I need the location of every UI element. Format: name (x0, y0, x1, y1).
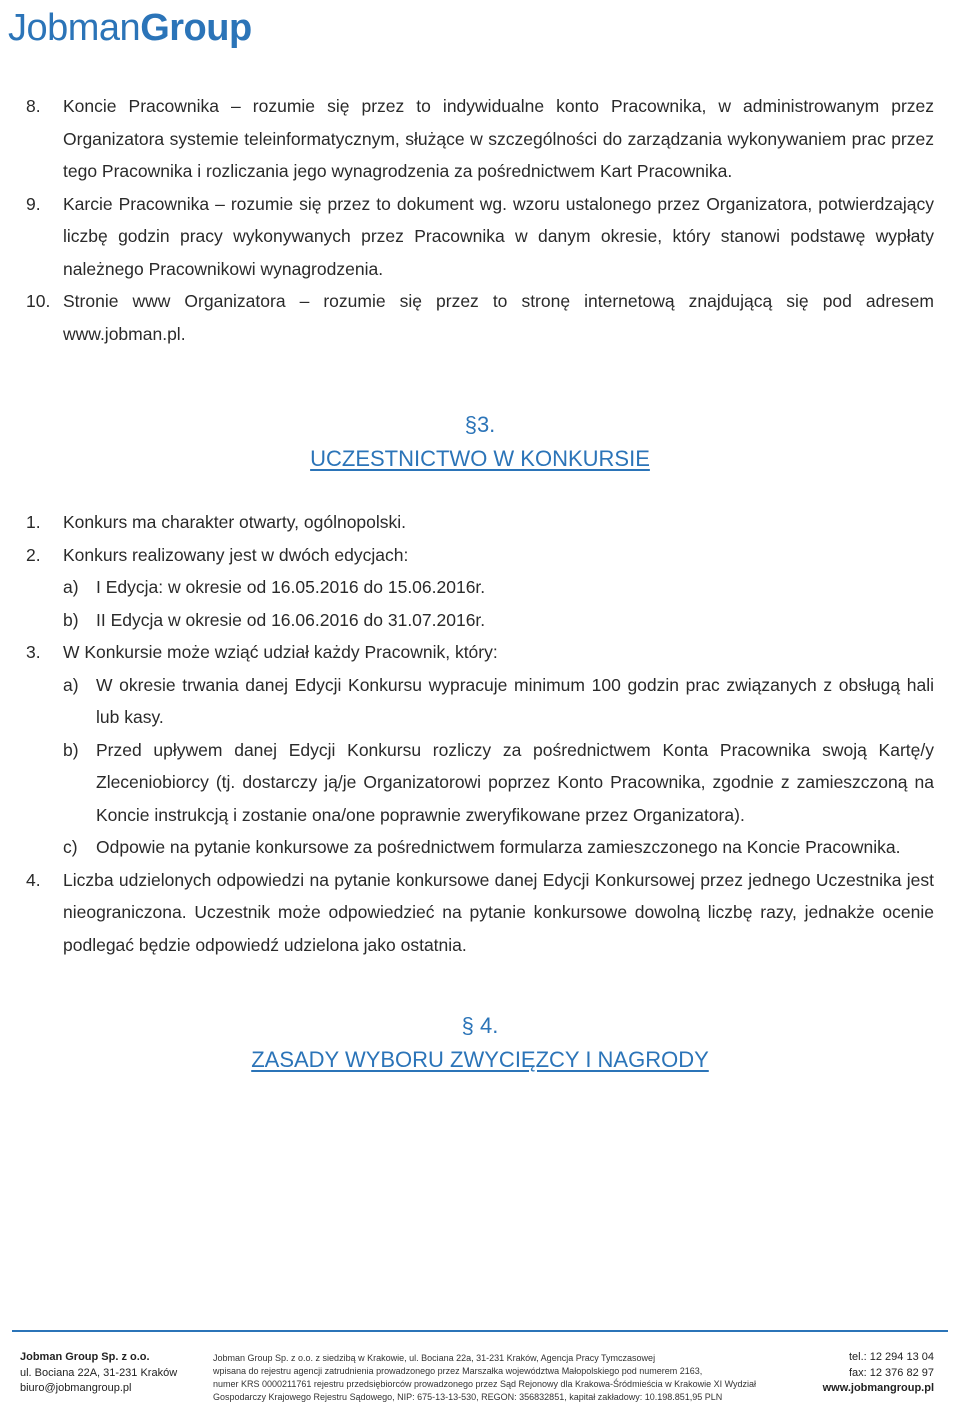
participation-item-3c (26, 831, 934, 864)
item-number: 10. (26, 291, 51, 311)
footer-website: www.jobmangroup.pl (822, 1382, 934, 1394)
footer-phone: tel.: 12 294 13 04 (848, 1351, 934, 1363)
definition-item-8 (26, 90, 934, 188)
item-text: Konkurs ma charakter otwarty, ogólnopolski. (63, 512, 407, 532)
participation-item-1 (26, 506, 934, 539)
item-text: Koncie Pracownika – rozumie się przez to indywidualne konto Pracownika, w administrowanym przez Organizatora systemie teleinformatycznym, służące w szczególności do zarządzania wykonywaniem prac przez tego Pracownika i rozliczania jego wynagrodzenia za pośrednictwem Kart Pracownika. (63, 96, 934, 181)
participation-item-3a (26, 669, 934, 734)
section-4-symbol: § 4. (461, 1013, 499, 1038)
item-text: W okresie trwania danej Edycji Konkursu wypracuje minimum 100 godzin prac związanych z obsługą hali lub kasy. (96, 674, 934, 727)
footer-contact-block (794, 1350, 934, 1397)
logo-text-group: Group (140, 7, 252, 49)
section-4-title: ZASADY WYBORU ZWYCIĘZCY I NAGRODY (251, 1047, 709, 1072)
item-text: I Edycja: w okresie od 16.05.2016 do 15.06.2016r. (96, 577, 486, 597)
item-number: 1. (26, 512, 41, 532)
footer-legal-block (213, 1352, 813, 1404)
item-text: Karcie Pracownika – rozumie się przez to dokument wg. wzoru ustalonego przez Organizatora, potwierdzający liczbę godzin pracy wykonywanych przez Pracownika w danym okresie, który stanowi podstawę wypłaty należnego Pracownikowi wynagrodzenia. (63, 193, 934, 279)
footer-company-name: Jobman Group Sp. z o.o. (20, 1351, 150, 1363)
participation-item-4 (26, 864, 934, 962)
item-text: Stronie www Organizatora – rozumie się przez to stronę internetową znajdującą się pod adresem www.jobman.pl. (63, 291, 934, 344)
footer-fax: fax: 12 376 82 97 (848, 1366, 934, 1379)
definition-item-9 (26, 188, 934, 286)
item-number: 2. (26, 544, 41, 565)
section-3-symbol: §3. (464, 412, 496, 437)
item-letter: a) (63, 674, 79, 695)
participation-item-3 (26, 636, 934, 669)
item-letter: b) (63, 609, 79, 630)
footer-legal-line: numer KRS 0000211761 rejestru przedsiębiorców prowadzonego przez Sąd Rejonowy dla Krakowa-Śródmieścia w Krakowie XI Wydział (213, 1379, 757, 1389)
participation-item-2b (26, 604, 934, 637)
item-number: 4. (26, 869, 41, 890)
item-text: Odpowie na pytanie konkursowe za pośrednictwem formularza zamieszczonego na Koncie Pracownika. (96, 837, 901, 857)
item-text: Konkurs realizowany jest w dwóch edycjach: (63, 544, 409, 565)
document-body (26, 90, 934, 1077)
definition-item-10 (26, 285, 934, 350)
item-number: 3. (26, 642, 41, 662)
company-logo (8, 4, 252, 52)
item-text: W Konkursie może wziąć udział każdy Pracownik, który: (63, 642, 498, 662)
footer-email: biuro@jobmangroup.pl (20, 1382, 132, 1394)
logo-text-jobman: Jobman (8, 7, 141, 49)
item-text: Liczba udzielonych odpowiedzi na pytanie konkursowe danej Edycji Konkursowej przez jednego Uczestnika jest nieograniczona. Uczestnik może odpowiedzieć na pytanie konkursowe dowolną liczbę razy, jednakże ocenie podlegać będzie odpowiedź udzielona jako ostatnia. (63, 869, 934, 955)
item-text: II Edycja w okresie od 16.06.2016 do 31.07.2016r. (96, 609, 486, 630)
item-letter: a) (63, 577, 79, 597)
participation-item-2a (26, 571, 934, 604)
item-letter: b) (63, 739, 79, 760)
participation-item-2 (26, 539, 934, 572)
footer-company-block (20, 1350, 200, 1397)
footer-divider (12, 1330, 948, 1332)
footer-legal-line: Jobman Group Sp. z o.o. z siedzibą w Krakowie, ul. Bociana 22a, 31-231 Kraków, Agencja Pracy Tymczasowej (213, 1353, 656, 1363)
participation-item-3b (26, 734, 934, 832)
section-3-title: UCZESTNICTWO W KONKURSIE (310, 446, 650, 471)
item-number: 9. (26, 193, 41, 214)
item-text: Przed upływem danej Edycji Konkursu rozliczy za pośrednictwem Konta Pracownika swoją Kartę/y Zleceniobiorcy (tj. dostarczy ją/je Organizatorowi poprzez Konto Pracownika, zgodnie z zamieszczoną na Koncie instrukcją i zostanie ona/one poprawnie zweryfikowane przez Organizatora). (96, 739, 934, 825)
footer-address: ul. Bociana 22A, 31-231 Kraków (20, 1366, 178, 1379)
item-letter: c) (63, 837, 78, 857)
footer-legal-line: Gospodarczy Krajowego Rejestru Sądowego, NIP: 675-13-13-530, REGON: 356832851, kapitał zakładowy: 10.198.851,95 PLN (213, 1392, 723, 1402)
item-number: 8. (26, 96, 41, 116)
footer-legal-line: wpisana do rejestru agencji zatrudnienia prowadzonego przez Marszałka województwa Małopolskiego pod numerem 2163, (213, 1366, 703, 1376)
